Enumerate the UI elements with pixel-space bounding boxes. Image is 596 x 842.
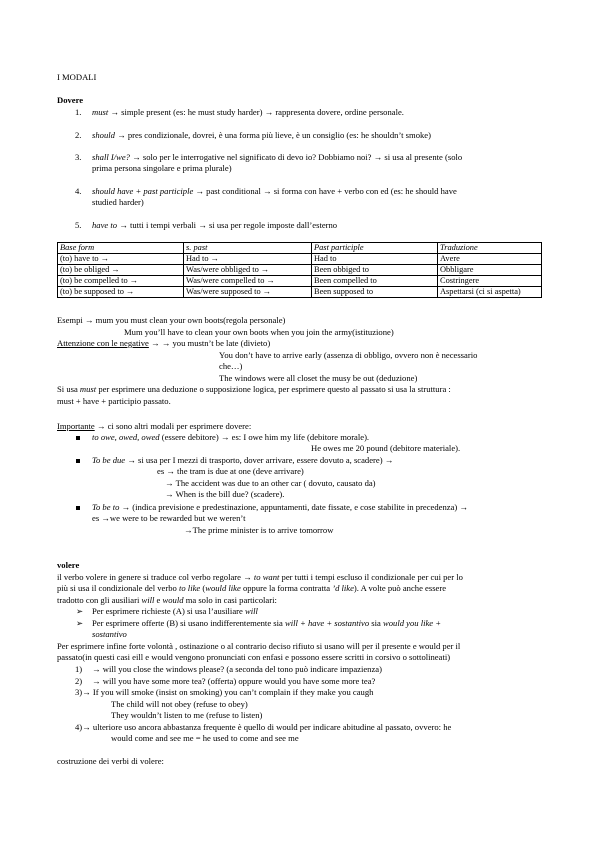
- paragraph-line: must + have + participio passato.: [57, 396, 171, 406]
- table-row: [58, 276, 542, 287]
- table-cell: Been compelled to: [312, 276, 438, 287]
- numbered-item-text: 4)→ ulteriore uso ancora abbastanza frequente è quello di would per indicare abitudine al passato, ovvero: he: [75, 722, 452, 732]
- bullet-square-icon: [76, 455, 80, 466]
- list-item: 5.: [75, 220, 82, 230]
- esempi-line: Mum you’ll have to clean your own boots when you join the army(istituzione): [124, 327, 394, 337]
- list-item: 4.: [75, 186, 82, 196]
- paragraph-line: più si usa il condizionale del verbo to like (would like oppure la forma contratta ’d like). A volte può anche essere: [57, 583, 447, 593]
- list-item-text: should → pres condizionale, dovrei, è una forma più lieve, è un consiglio (es: he shouldn’t smoke): [92, 130, 431, 140]
- bullet-text-cont: → When is the bill due? (scadere).: [165, 489, 285, 499]
- bullet-text: To be to → (indica previsione e predestinazione, appuntamenti, date fissate, e cose stabilite in precedenza) →: [92, 502, 469, 512]
- table-cell: (to) be supposed to →: [58, 287, 184, 298]
- list-item: 3.: [75, 152, 82, 162]
- table-cell: Aspettarsi (ci si aspetta): [438, 287, 542, 298]
- table-cell: Was/were obbliged to →: [184, 265, 312, 276]
- footer-line: costruzione dei verbi di volere:: [57, 756, 164, 766]
- importante-intro: Importante → ci sono altri modali per esprimere dovere:: [57, 421, 252, 431]
- esempi-line: The windows were all closet the musy be out (deduzione): [219, 373, 418, 383]
- list-item-text: must → simple present (es: he must study harder) → rappresenta dovere, ordine personale.: [92, 107, 404, 117]
- bullet-square-icon: [76, 432, 80, 443]
- arrow-bullet-text: Per esprimere richieste (A) si usa l’ausiliare will: [92, 606, 258, 616]
- numbered-item-num: 1): [75, 664, 83, 674]
- table-cell: Avere: [438, 254, 542, 265]
- bullet-text: To be due → si usa per I mezzi di trasporto, dover arrivare, essere dovuto a, scadere) →: [92, 455, 394, 465]
- table-cell: (to) be compelled to →: [58, 276, 184, 287]
- arrow-bullet-text-cont: sostantivo: [92, 629, 127, 639]
- bullet-text-cont: es →we were to be rewarded but we weren’t: [92, 513, 246, 523]
- numbered-item-num: 2): [75, 676, 83, 686]
- numbered-item-text-cont: The child will not obey (refuse to obey): [111, 699, 248, 709]
- paragraph-line: tradotto con gli ausiliari will e would ma solo in casi particolari:: [57, 595, 277, 605]
- table-header-cell: Base form: [58, 243, 184, 254]
- numbered-item-text-cont: They wouldn’t listen to me (refuse to listen): [111, 710, 263, 720]
- numbered-item-text-cont: would come and see me = he used to come and see me: [111, 733, 299, 743]
- numbered-item-text: 3)→ If you will smoke (insist on smoking) you can’t complain if they make you caugh: [75, 687, 374, 697]
- list-item-text: should have + past participle → past conditional → si forma con have + verbo con ed (es: he should have: [92, 186, 457, 196]
- table-header-row: [58, 243, 542, 254]
- bullet-text: to owe, owed, owed (essere debitore) → es: I owe him my life (debitore morale).: [92, 432, 370, 442]
- negative-note: Attenzione con le negative → → you mustn’t be late (divieto): [57, 338, 271, 348]
- list-item-text: shall I/we? → solo per le interrogative nel significato di devo io? Dobbiamo noi? → si usa al presente (solo: [92, 152, 463, 162]
- list-item: 1.: [75, 107, 82, 117]
- table-cell: Costringere: [438, 276, 542, 287]
- section-heading-volere: volere: [57, 560, 80, 570]
- esempi-line: che…): [219, 361, 243, 371]
- table-cell: Had to: [312, 254, 438, 265]
- bullet-text-cont: es → the tram is due at one (deve arrivare): [157, 466, 304, 476]
- table-header-cell: s. past: [184, 243, 312, 254]
- list-item-text-cont: studied harder): [92, 197, 144, 207]
- table-cell: Been supposed to: [312, 287, 438, 298]
- paragraph-line: Si usa must per esprimere una deduzione o supposizione logica, per esprimere questo al passato si usa la struttura :: [57, 384, 451, 394]
- arrow-bullet-icon: ➢: [76, 618, 84, 628]
- arrow-bullet-icon: ➢: [76, 606, 84, 616]
- table-cell: (to) be obliged →: [58, 265, 184, 276]
- esempi-line: You don’t have to arrive early (assenza di obbligo, ovvero non è necessario: [219, 350, 478, 360]
- table-cell: (to) have to →: [58, 254, 184, 265]
- table-row: [58, 265, 542, 276]
- bullet-text-cont: →The prime minister is to arrive tomorrow: [184, 525, 334, 535]
- table-cell: Obbligare: [438, 265, 542, 276]
- table-cell: Been obbiged to: [312, 265, 438, 276]
- bullet-text-cont: → The accident was due to an other car ( dovuto, causato da): [165, 478, 376, 488]
- list-item: 2.: [75, 130, 82, 140]
- table-cell: Had to →: [184, 254, 312, 265]
- list-item-text-cont: prima persona singolare e prima plurale): [92, 163, 232, 173]
- paragraph-line: passato(in questi casi eill e would vengono pronunciati con enfasi e possono essere scritti in corsivo o sottolineati): [57, 652, 451, 662]
- paragraph-line: Per esprimere infine forte volontà , ostinazione o al contrario deciso rifiuto si usano will per il presente e would per il: [57, 641, 461, 651]
- bullet-square-icon: [76, 502, 80, 513]
- table-row: [58, 287, 542, 298]
- paragraph-line: il verbo volere in genere si traduce col verbo regolare → to want per tutti i tempi escluso il condizionale per cui per lo: [57, 572, 463, 582]
- esempi-line: Esempi → mum you must clean your own boots(regola personale): [57, 315, 286, 325]
- section-heading-dovere: Dovere: [57, 95, 84, 105]
- doc-title: I MODALI: [57, 72, 97, 82]
- table-header-cell: Traduzione: [438, 243, 542, 254]
- list-item-text: have to → tutti i tempi verbali → si usa per regole imposte dall’esterno: [92, 220, 338, 230]
- numbered-item-text: → will you close the windows please? (a seconda del tono può indicare impazienza): [92, 664, 382, 674]
- table-row: [58, 254, 542, 265]
- verb-forms-table: [57, 242, 542, 298]
- bullet-text-cont: He owes me 20 pound (debitore materiale).: [311, 443, 461, 453]
- arrow-bullet-text: Per esprimere offerte (B) si usano indifferentemente sia will + have + sostantivo sia would you like +: [92, 618, 442, 628]
- numbered-item-text: → will you have some more tea? (offerta) oppure would you have some more tea?: [92, 676, 376, 686]
- table-header-cell: Past participle: [312, 243, 438, 254]
- table-cell: Was/were compelled to →: [184, 276, 312, 287]
- table-cell: Was/were supposed to →: [184, 287, 312, 298]
